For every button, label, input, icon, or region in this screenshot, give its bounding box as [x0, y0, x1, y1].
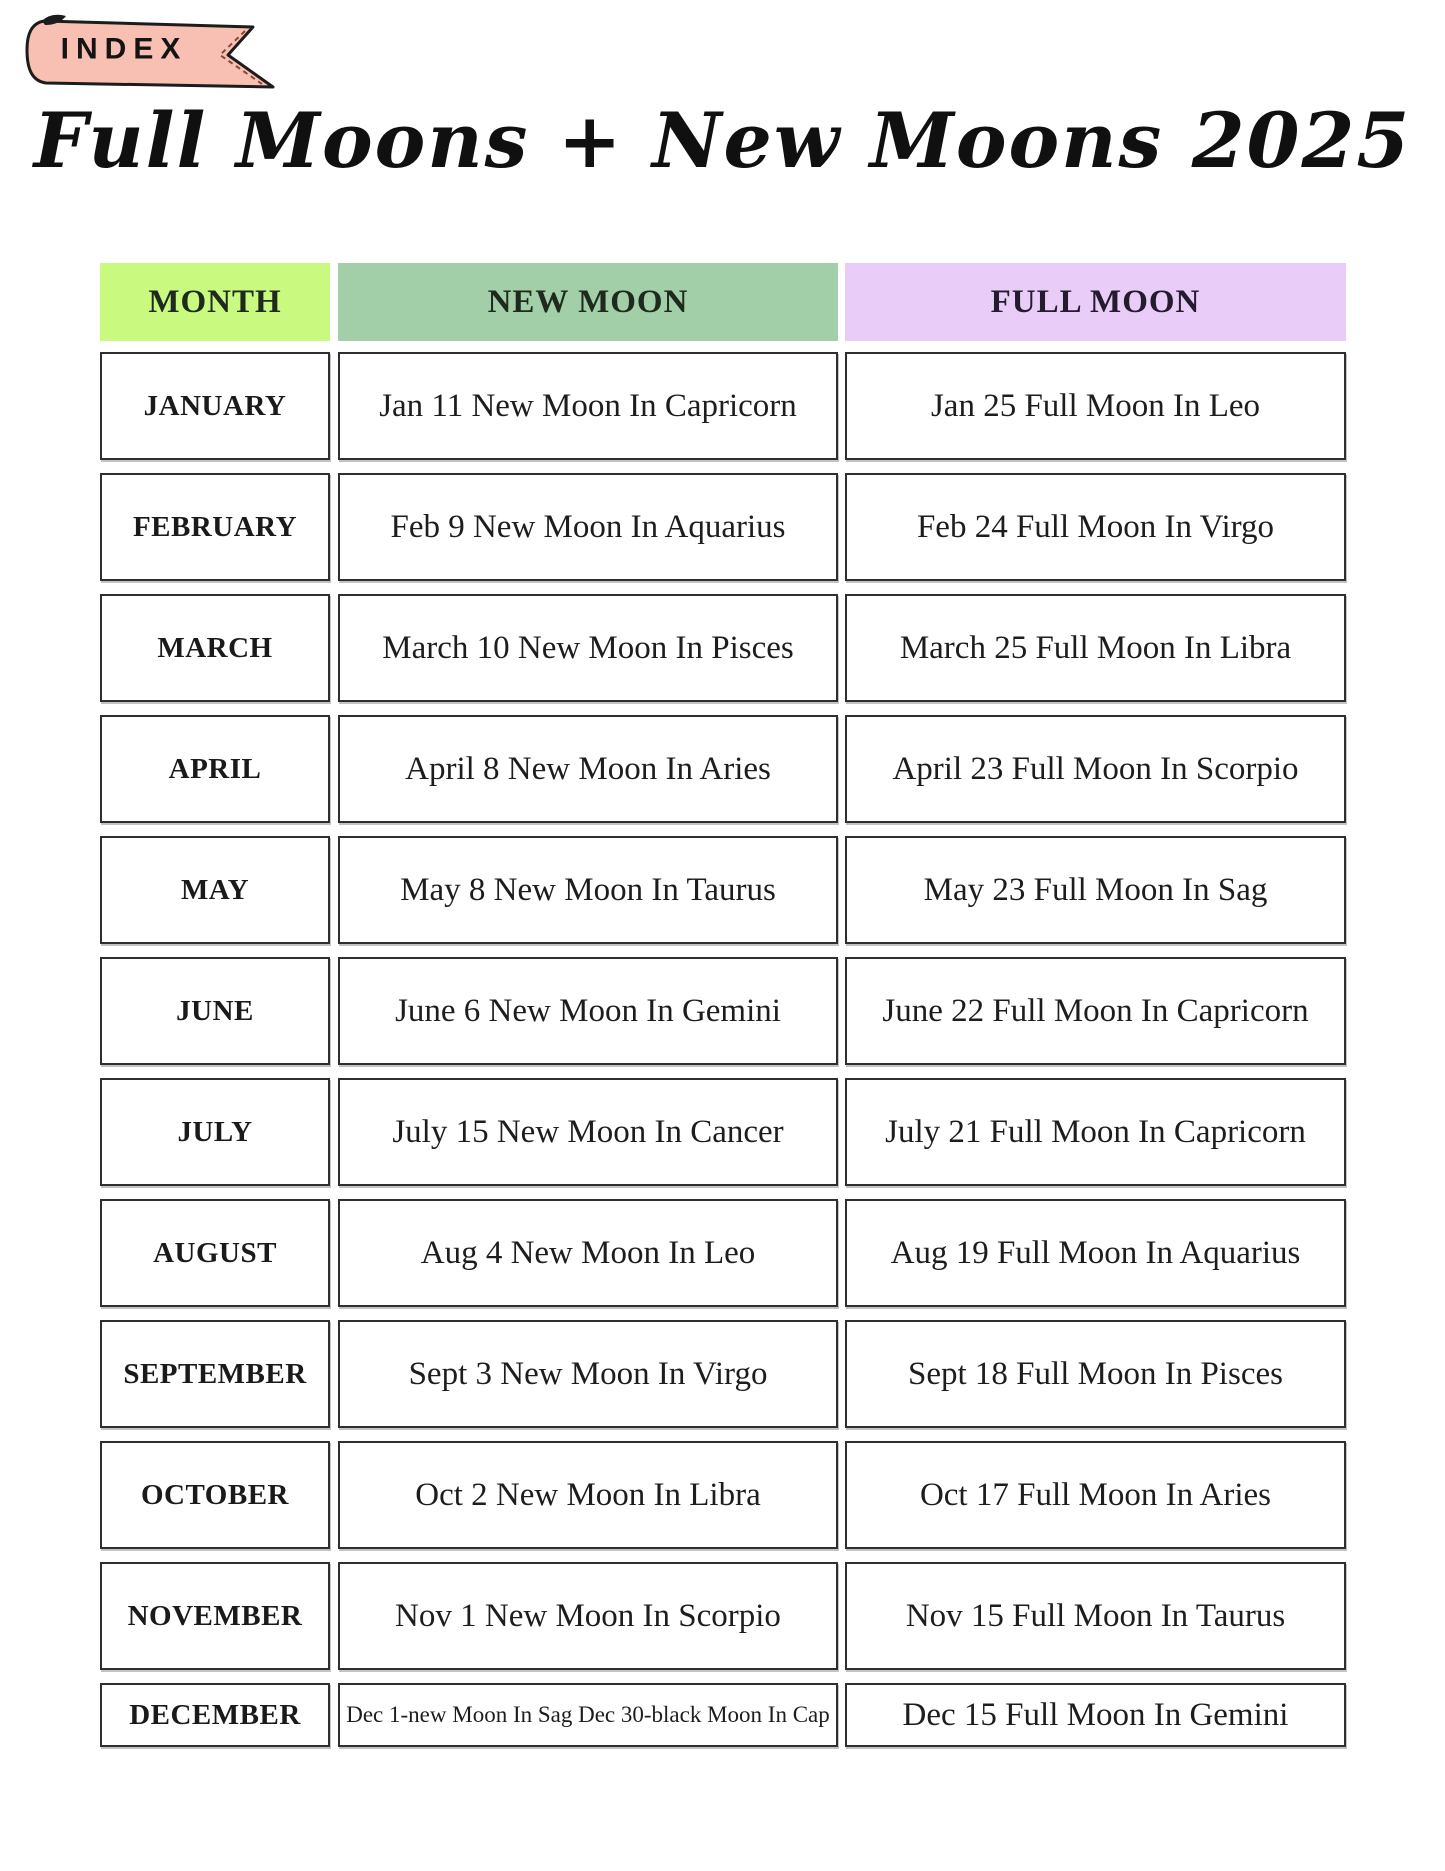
month-cell: FEBRUARY [100, 473, 330, 581]
moon-phase-table [100, 263, 1346, 1747]
new-moon-cell: Jan 11 New Moon In Capricorn [338, 352, 838, 460]
full-moon-cell: March 25 Full Moon In Libra [845, 594, 1346, 702]
month-cell: OCTOBER [100, 1441, 330, 1549]
full-moon-cell: Feb 24 Full Moon In Virgo [845, 473, 1346, 581]
new-moon-cell: Sept 3 New Moon In Virgo [338, 1320, 838, 1428]
new-moon-cell: May 8 New Moon In Taurus [338, 836, 838, 944]
column-header-month: MONTH [100, 263, 330, 341]
month-cell: NOVEMBER [100, 1562, 330, 1670]
full-moon-cell: Nov 15 Full Moon In Taurus [845, 1562, 1346, 1670]
index-ribbon [14, 10, 276, 92]
table-row-september [100, 1320, 1346, 1428]
month-cell: JUNE [100, 957, 330, 1065]
new-moon-cell: June 6 New Moon In Gemini [338, 957, 838, 1065]
table-row-december [100, 1683, 1346, 1747]
table-row-february [100, 473, 1346, 581]
new-moon-cell: Dec 1-new Moon In Sag Dec 30-black Moon In Cap [338, 1683, 838, 1747]
month-cell: APRIL [100, 715, 330, 823]
table-row-october [100, 1441, 1346, 1549]
month-cell: DECEMBER [100, 1683, 330, 1747]
table-row-may [100, 836, 1346, 944]
column-header-new-moon: NEW MOON [338, 263, 838, 341]
full-moon-cell: Aug 19 Full Moon In Aquarius [845, 1199, 1346, 1307]
month-cell: JULY [100, 1078, 330, 1186]
table-row-november [100, 1562, 1346, 1670]
month-cell: MAY [100, 836, 330, 944]
month-cell: MARCH [100, 594, 330, 702]
full-moon-cell: April 23 Full Moon In Scorpio [845, 715, 1346, 823]
full-moon-cell: Dec 15 Full Moon In Gemini [845, 1683, 1346, 1747]
table-row-april [100, 715, 1346, 823]
new-moon-cell: April 8 New Moon In Aries [338, 715, 838, 823]
full-moon-cell: Sept 18 Full Moon In Pisces [845, 1320, 1346, 1428]
new-moon-cell: March 10 New Moon In Pisces [338, 594, 838, 702]
full-moon-cell: Oct 17 Full Moon In Aries [845, 1441, 1346, 1549]
new-moon-cell: Feb 9 New Moon In Aquarius [338, 473, 838, 581]
month-cell: SEPTEMBER [100, 1320, 330, 1428]
full-moon-cell: July 21 Full Moon In Capricorn [845, 1078, 1346, 1186]
new-moon-cell: Oct 2 New Moon In Libra [338, 1441, 838, 1549]
month-cell: JANUARY [100, 352, 330, 460]
new-moon-cell: July 15 New Moon In Cancer [338, 1078, 838, 1186]
column-header-full-moon: FULL MOON [845, 263, 1346, 341]
table-row-january [100, 352, 1346, 460]
table-row-august [100, 1199, 1346, 1307]
table-row-march [100, 594, 1346, 702]
full-moon-cell: May 23 Full Moon In Sag [845, 836, 1346, 944]
table-row-june [100, 957, 1346, 1065]
new-moon-cell: Aug 4 New Moon In Leo [338, 1199, 838, 1307]
index-ribbon-label: INDEX [60, 32, 188, 66]
full-moon-cell: Jan 25 Full Moon In Leo [845, 352, 1346, 460]
month-cell: AUGUST [100, 1199, 330, 1307]
new-moon-cell: Nov 1 New Moon In Scorpio [338, 1562, 838, 1670]
page-title: Full Moons + New Moons 2025 [33, 96, 1412, 185]
full-moon-cell: June 22 Full Moon In Capricorn [845, 957, 1346, 1065]
table-header-row [100, 263, 1346, 341]
table-row-july [100, 1078, 1346, 1186]
